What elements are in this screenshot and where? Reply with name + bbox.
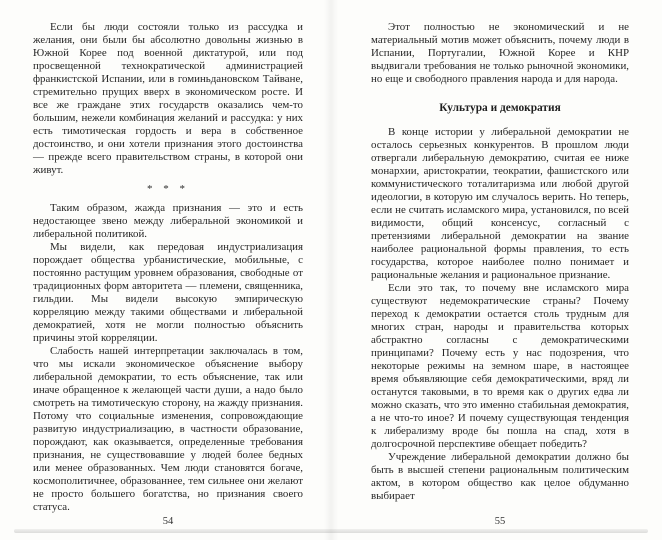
page-number: 55 bbox=[494, 516, 506, 527]
section-separator: * * * bbox=[147, 183, 189, 195]
paragraph: Таким образом, жажда признания — это и есть недостающее звено между либеральной экономикой и либеральной политикой. bbox=[33, 202, 303, 240]
book-page-right bbox=[331, 0, 662, 540]
paragraph: Если это так, то почему вне исламского мира существуют недемократические страны? Почему переход к демократии остается столь трудным для многих стран, народы и правительства которых абстрактно согласны с демократическими принципами? Почему есть у нас подозрения, что некоторые режимы на земном шаре, в настоящее время объявляющие себя демократическими, вряд ли останутся таковыми, в то время как о других едва ли можно сказать, что это именно стабильная демократия, а не что-то иное? И почему существующая тенденция к либерализму вроде бы пошла на спад, хотя в долгосрочной перспективе обещает победить? bbox=[371, 282, 629, 450]
paragraph: Мы видели, как передовая индустриализация порождает общества урбанистические, мобильные, с постоянно растущим уровнем образования, свободные от традиционных форм авторитета — племени, священника, гильдии. Мы видели высокую эмпирическую корреляцию между такими обществами и либеральной демократией, хотя не могли полностью объяснить причины этой корреляции. bbox=[33, 241, 303, 344]
paragraph: Учреждение либеральной демократии должно бы быть в высшей степени рациональным политическим актом, в котором общество как целое обдуманно выбирает bbox=[371, 451, 629, 502]
paragraph: В конце истории у либеральной демократии не осталось серьезных конкурентов. В прошлом люди отвергали либеральную демократию, считая ее ниже монархии, аристократии, теократии, фашистского или коммунистического тоталитаризма или любой другой идеологии, в которую им случалось верить. Но теперь, если не считать исламского мира, установился, по всей видимости, общий консенсус, согласный с претензиями либеральной демократии на звание наиболее рациональной формы правления, то есть государства, которое наиболее полно понимает и рациональные желания и рациональное признание. bbox=[371, 126, 629, 281]
paragraph: Этот полностью не экономический и не материальный мотив может объяснить, почему люди в Испании, Португалии, Южной Корее и КНР выдвигали требования не только рыночной экономики, но еще и свободного правления народа и для народа. bbox=[371, 21, 629, 85]
section-heading: Культура и демократия bbox=[439, 102, 561, 114]
paragraph: Если бы люди состояли только из рассудка и желания, они были бы абсолютно довольны жизнью в Южной Корее под военной диктатурой, или под просвещенной технократической администрацией франкистской Испании, или в гоминьдановском Тайване, стремительно прущих вверх в экономическом росте. И все же граждане этих государств оказались чем-то большим, нежели комбинация желаний и рассудка: у них есть тимотическая гордость и вера в собственное достоинство, и они хотели признания этого достоинства — прежде всего правительством страны, в которой они живут. bbox=[33, 21, 303, 176]
paragraph: Слабость нашей интерпретации заключалась в том, что мы искали экономическое объяснение выбору либеральной демократии, то есть объяснение, так или иначе обращенное к желающей части души, а надо было смотреть на тимотическую сторону, на жажду признания. Потому что социальные изменения, сопровождающие развитую индустриализацию, в частности образование, порождают, как оказывается, определенные требования признания, не существовавшие у людей более бедных или менее образованных. Чем люди становятся богаче, космополитичнее, образованнее, тем сильнее они желают не просто большего богатства, но признания своего статуса. bbox=[33, 345, 303, 513]
page-number: 54 bbox=[162, 516, 174, 527]
